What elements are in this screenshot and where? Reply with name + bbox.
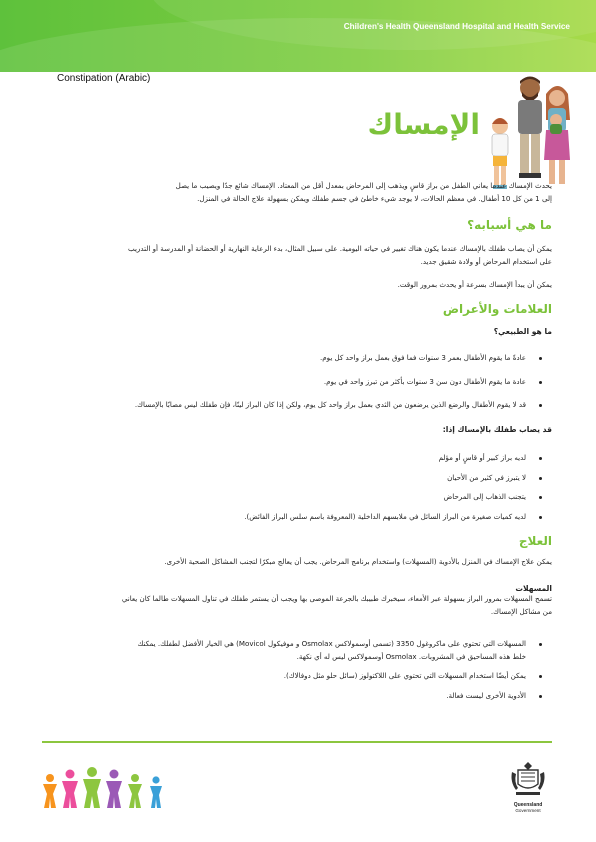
list-item-text: يمكن أيضًا استخدام المسهلات التي تحتوي على اللاكتولوز (سائل حلو مثل دوفالاك). <box>283 671 526 680</box>
causes-line: يمكن أن يبدأ الإمساك بسرعة أو يحدث بمرور الوقت. <box>397 280 552 289</box>
causes-heading <box>48 218 552 232</box>
list-item <box>48 376 552 389</box>
constipated-list-wrap <box>48 452 552 523</box>
bullet-icon <box>539 496 542 499</box>
list-item <box>48 638 552 663</box>
document-label: Constipation (Arabic) <box>57 73 151 84</box>
list-item-text: عادة ما يقوم الأطفال دون سن 3 سنوات بأكثر من تبرز واحد في يوم. <box>323 376 526 386</box>
list-item <box>48 690 552 703</box>
bullet-icon <box>539 357 542 360</box>
intro-paragraph <box>48 180 552 205</box>
bullet-icon <box>539 695 542 698</box>
treatment-heading <box>48 534 552 548</box>
page-title: الإمساك <box>367 108 480 141</box>
normal-list-wrap <box>48 352 552 412</box>
constipated-list <box>48 452 552 523</box>
list-item-text: يتجنب الذهاب إلى المرحاض <box>443 492 526 501</box>
list-item-text: عادةً ما يقوم الأطفال بعمر 3 سنوات فما فوق بعمل براز واحد كل يوم. <box>320 353 526 362</box>
list-item <box>48 452 552 465</box>
treatment-paragraph <box>48 556 552 569</box>
bullet-icon <box>539 675 542 678</box>
subheading: ما هو الطبيعي؟ <box>493 327 552 336</box>
list-item <box>48 491 552 504</box>
list-item-text: لديه براز كبير أو قاسٍ أو مؤلم <box>438 453 526 462</box>
bullet-icon <box>539 477 542 480</box>
causes-paragraph <box>48 243 552 268</box>
queensland-government-logo <box>508 760 548 816</box>
causes-paragraph-2 <box>48 279 552 292</box>
bullet-icon <box>539 404 542 407</box>
bullet-icon <box>539 643 542 646</box>
intro-line: إلى 1 من كل 10 أطفال. في معظم الحالات، لا يوجد شيء خاطئ في جسم طفلك ويمكن بسهولة علاج الحالة في المنزل. <box>197 193 552 203</box>
bullet-icon <box>539 457 542 460</box>
laxatives-line: من مشاكل الإمساك. <box>490 606 552 616</box>
coat-of-arms-icon <box>508 760 548 798</box>
header-banner <box>0 0 596 72</box>
bullet-icon <box>539 381 542 384</box>
section-heading: العلاج <box>518 534 552 548</box>
govt-line2: Government <box>515 808 541 813</box>
section-heading: العلامات والأعراض <box>442 302 552 316</box>
laxatives-line: تسمح المسهلات بمرور البراز بسهولة عبر الأمعاء، سيخبرك طبيبك بالجرعة الموصى بها ويجب أن يستمر طفلك في تناول المسهلات طالما كان يعاني <box>121 594 552 603</box>
laxatives-list-wrap <box>48 638 552 702</box>
list-item <box>48 670 552 683</box>
list-item-text: لديه كميات صغيرة من البراز السائل في ملابسهم الداخلية (المعروفة باسم سلس البراز الفائض). <box>244 511 526 521</box>
list-item-text: لا يتبرز في كثير من الأحيان <box>447 472 526 482</box>
subheading: المسهلات <box>515 584 552 593</box>
constipated-subheading <box>48 425 552 434</box>
list-item <box>48 399 552 412</box>
list-item <box>48 511 552 524</box>
laxatives-section <box>48 584 552 618</box>
treatment-line: يمكن علاج الإمساك في المنزل بالأدوية (المسهلات) واستخدام برنامج المرحاض. يجب أن يعالج مبكرًا لتجنب المشاكل الصحية الأخرى. <box>164 557 552 566</box>
normal-list <box>48 352 552 412</box>
list-item-text: الأدوية الأخرى ليست فعالة. <box>446 690 526 700</box>
list-item <box>48 472 552 485</box>
organization-name: Children's Health Queensland Hospital and Health Service <box>343 22 570 31</box>
list-item-text: خلط هذه المساحيق في المشروبات. Osmolax أوسمولاكس ليس له أي نكهة. <box>296 651 526 661</box>
govt-line1: Queensland <box>513 802 543 808</box>
footer-divider <box>42 741 552 743</box>
list-item-text: قد لا يقوم الأطفال والرضع الذين يرضعون من الثدي بعمل براز واحد كل يوم، ولكن إذا كان البراز لينًا، فإن طفلك ليس مصابًا بالإمساك. <box>134 400 526 409</box>
intro-line: يحدث الإمساك عندما يعاني الطفل من براز قاسٍ ويذهب إلى المرحاض بمعدل أقل من المعتاد. الإمساك شائع جدًا ويصيب ما يصل <box>175 181 552 190</box>
causes-line: يمكن أن يصاب طفلك بالإمساك عندما يكون هناك تغيير في حياته اليومية. على سبيل المثال، بدء الرعاية النهارية أو الحضانة أو المدرسة أو التدريب <box>127 244 552 253</box>
normal-subheading <box>48 327 552 336</box>
section-heading: ما هي أسبابه؟ <box>467 218 552 232</box>
family-illustration <box>482 72 576 194</box>
symptoms-heading <box>48 302 552 316</box>
list-item <box>48 352 552 365</box>
bullet-icon <box>539 516 542 519</box>
childrens-health-logo <box>40 766 170 810</box>
list-item-text: المسهلات التي تحتوي على ماكروغول 3350 (تسمى أوسمولاكس Osmolax و موفيكول Movicol) هي الخيار الأفضل لطفلك. يمكنك <box>137 639 526 648</box>
subheading: قد يصاب طفلك بالإمساك إذا: <box>442 425 552 434</box>
causes-line: على استخدام المرحاض أو ولادة شقيق جديد. <box>420 256 552 266</box>
laxatives-list <box>48 638 552 702</box>
